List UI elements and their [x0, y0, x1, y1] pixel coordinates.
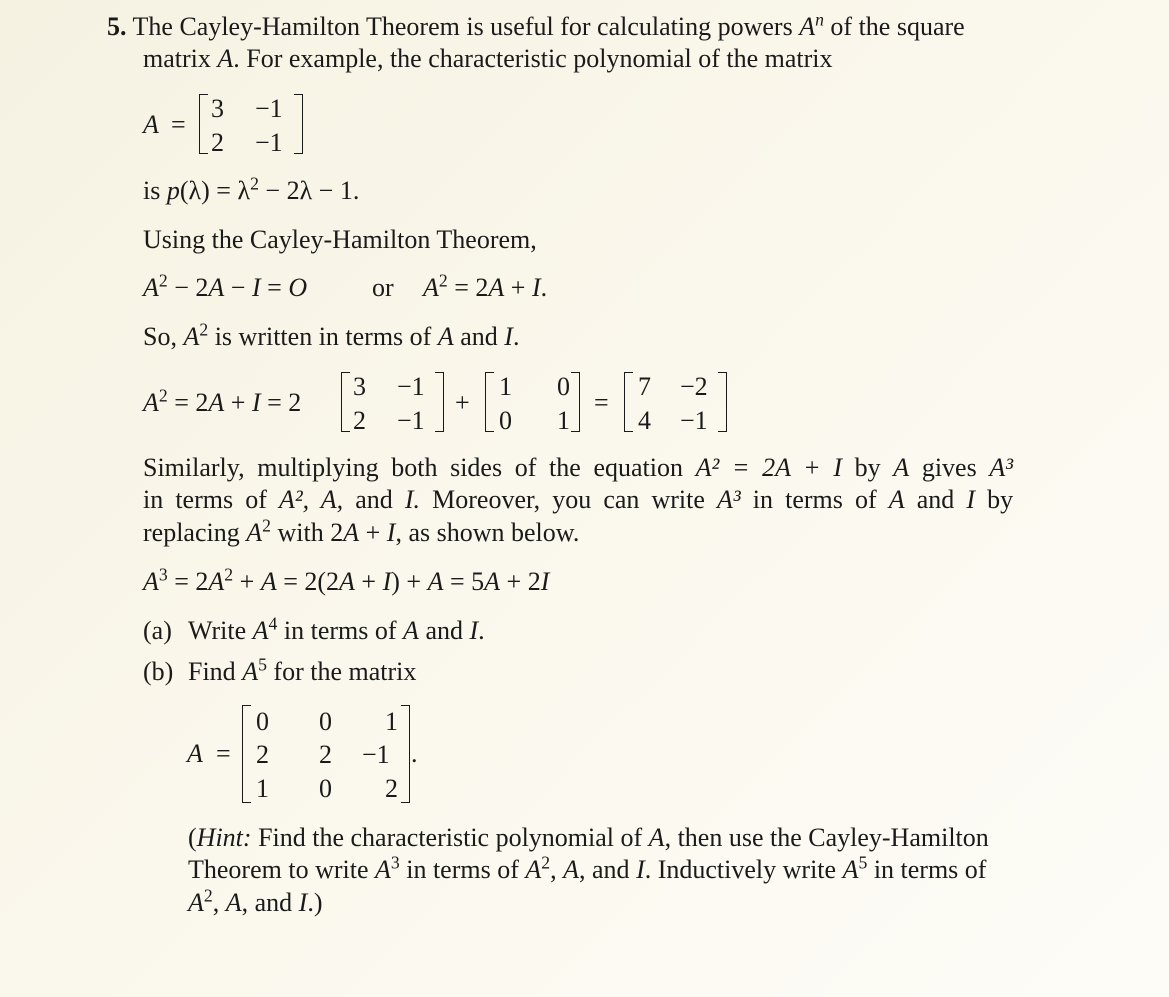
part-b-label: (b)	[143, 657, 174, 686]
matrix2	[242, 705, 410, 803]
so-text: So, $A^2$ is written in terms of A and I.	[143, 319, 520, 351]
similarly-line3: replacing $A^2$ with 2A + I, as shown below.	[143, 515, 580, 547]
bracket-right	[435, 372, 444, 432]
matrix1	[199, 94, 303, 157]
bracket-right	[718, 372, 727, 432]
matrix-cell: 1	[499, 372, 512, 401]
matrix-cell: 3	[353, 372, 366, 401]
matrix-cell: 3	[211, 94, 224, 123]
matrix-identity	[485, 372, 580, 435]
part-a-label: (a)	[143, 616, 172, 645]
matrix-cell: 0	[557, 372, 570, 401]
equation-a-cubed: $A^3 = 2A^2 + A = 2(2A + I) + A = 5A + 2I$	[143, 564, 550, 596]
matrix-cell: −2	[680, 372, 708, 401]
hint-line1: (Hint: Find the characteristic polynomial of A, then use the Cayley-Hamilton	[188, 823, 989, 852]
problem-statement-line1: 5. The Cayley-Hamilton Theorem is useful for calculating powers $A^n$ of the square	[107, 9, 965, 41]
matrix2-equals: =	[216, 739, 231, 768]
matrix1-label: A	[143, 110, 159, 139]
matrix-cell: 7	[638, 372, 651, 401]
matrix-cell: −1	[255, 94, 283, 123]
matrix-cell: 2	[385, 774, 398, 803]
matrix-cell: 4	[638, 406, 651, 435]
matrix-cell: 2	[353, 406, 366, 435]
part-b-text: Find $A^5$ for the matrix	[188, 654, 417, 686]
matrix-cell: 0	[499, 406, 512, 435]
hint-line3: $A^2$, A, and I.)	[188, 885, 323, 917]
matrix-cell: −1	[362, 740, 390, 769]
matrix-cell: −1	[397, 406, 425, 435]
matrix-result	[624, 372, 727, 435]
matrix-cell: 2	[319, 740, 332, 769]
matrix-cell: 2	[211, 128, 224, 157]
char-polynomial: is $p(\lambda) = \lambda^2 - 2\lambda - 1$.	[143, 173, 360, 205]
hint-line2: Theorem to write $A^3$ in terms of $A^2$, A, and I. Inductively write $A^5$ in terms of	[188, 852, 987, 884]
similarly-line2: in terms of A², A, and I. Moreover, you can write A³ in terms of A and I by	[143, 485, 1014, 514]
or-text: or	[372, 273, 394, 302]
matrix-cell: 2	[256, 740, 269, 769]
matrix2-period: .	[411, 739, 418, 768]
part-a-text: Write $A^4$ in terms of A and I.	[188, 613, 485, 645]
matrix-cell: −1	[397, 372, 425, 401]
similarly-line1: Similarly, multiplying both sides of the equation A² = 2A + I by A gives A³	[143, 453, 1014, 482]
bracket-left	[199, 94, 208, 154]
matrix-cell: 0	[256, 707, 269, 736]
bracket-left	[242, 705, 251, 803]
bracket-left	[485, 372, 494, 432]
matrix-cell: 0	[319, 774, 332, 803]
using-theorem-text: Using the Cayley-Hamilton Theorem,	[143, 225, 537, 254]
plus-sign: +	[455, 388, 470, 417]
bracket-right	[294, 94, 303, 154]
bracket-left	[624, 372, 633, 432]
matrix-cell: −1	[680, 406, 708, 435]
matrix-cell: 0	[319, 707, 332, 736]
problem-number: 5.	[107, 12, 127, 41]
bracket-right	[571, 372, 580, 432]
bracket-right	[401, 705, 410, 803]
matrix-a	[341, 372, 444, 435]
equals-sign: =	[594, 388, 609, 417]
matrix-cell: 1	[385, 707, 398, 736]
matrix-cell: −1	[255, 128, 283, 157]
equation-a-squared-expanded: $A^2 = 2A + I = 2$	[143, 385, 302, 417]
equation-cayley-hamilton: $A^2 - 2A - I = O$	[143, 270, 308, 302]
bracket-left	[341, 372, 350, 432]
matrix1-equals: =	[171, 110, 186, 139]
problem-statement-line2: matrix A. For example, the characteristic polynomial of the matrix	[143, 44, 833, 73]
matrix2-label: A	[187, 739, 203, 768]
matrix-cell: 1	[557, 406, 570, 435]
matrix-cell: 1	[256, 774, 269, 803]
equation-a-squared: $A^2 = 2A + I$.	[423, 270, 548, 302]
